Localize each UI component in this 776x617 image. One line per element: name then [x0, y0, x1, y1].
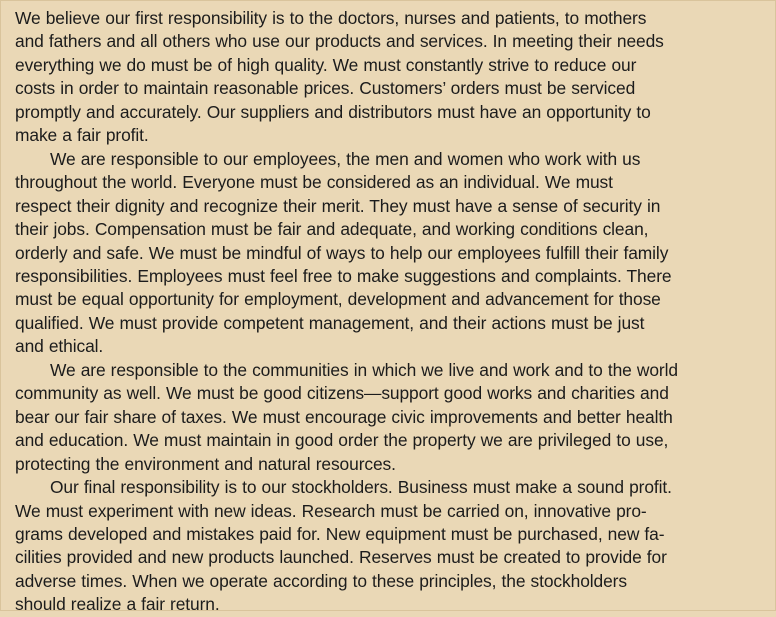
text-line: and education. We must maintain in good order the property we are privileged to use, [15, 430, 669, 451]
text-line: protecting the environment and natural resources. [15, 453, 396, 474]
text-line: respect their dignity and recognize their merit. They must have a sense of security in [15, 195, 661, 216]
text-line: grams developed and mistakes paid for. New equipment must be purchased, new fa- [15, 523, 665, 544]
paragraph-employees [15, 148, 765, 359]
text-line: We are responsible to the communities in which we live and work and to the world [50, 359, 678, 380]
paragraph-communities [15, 359, 765, 476]
text-line: responsibilities. Employees must feel free to make suggestions and complaints. There [15, 265, 672, 286]
text-line: bear our fair share of taxes. We must encourage civic improvements and better health [15, 406, 673, 427]
text-line: should realize a fair return. [15, 594, 220, 615]
text-line: everything we do must be of high quality. We must constantly strive to reduce our [15, 54, 637, 75]
text-line: their jobs. Compensation must be fair and adequate, and working conditions clean, [15, 219, 649, 240]
text-line: promptly and accurately. Our suppliers and distributors must have an opportunity to [15, 101, 651, 122]
text-line: We believe our first responsibility is to the doctors, nurses and patients, to mothers [15, 8, 647, 28]
text-line: Our final responsibility is to our stockholders. Business must make a sound profit. [50, 477, 672, 498]
text-line: adverse times. When we operate according to these principles, the stockholders [15, 570, 627, 591]
text-line: qualified. We must provide competent management, and their actions must be just [15, 312, 645, 333]
text-line: We are responsible to our employees, the men and women who work with us [50, 148, 641, 169]
paragraph-stockholders [15, 476, 765, 617]
text-line: We must experiment with new ideas. Research must be carried on, innovative pro- [15, 500, 647, 521]
text-line: must be equal opportunity for employment, development and advancement for those [15, 289, 661, 310]
paragraph-customers [15, 7, 765, 148]
text-line: and fathers and all others who use our products and services. In meeting their needs [15, 31, 664, 52]
text-line: orderly and safe. We must be mindful of ways to help our employees fulfill their family [15, 242, 669, 263]
text-line: make a fair profit. [15, 125, 149, 146]
text-line: and ethical. [15, 336, 104, 357]
text-line: cilities provided and new products launched. Reserves must be created to provide for [15, 547, 667, 568]
text-line: costs in order to maintain reasonable prices. Customers’ orders must be serviced [15, 78, 636, 99]
text-line: throughout the world. Everyone must be considered as an individual. We must [15, 172, 613, 193]
text-line: community as well. We must be good citizens—support good works and charities and [15, 383, 669, 404]
